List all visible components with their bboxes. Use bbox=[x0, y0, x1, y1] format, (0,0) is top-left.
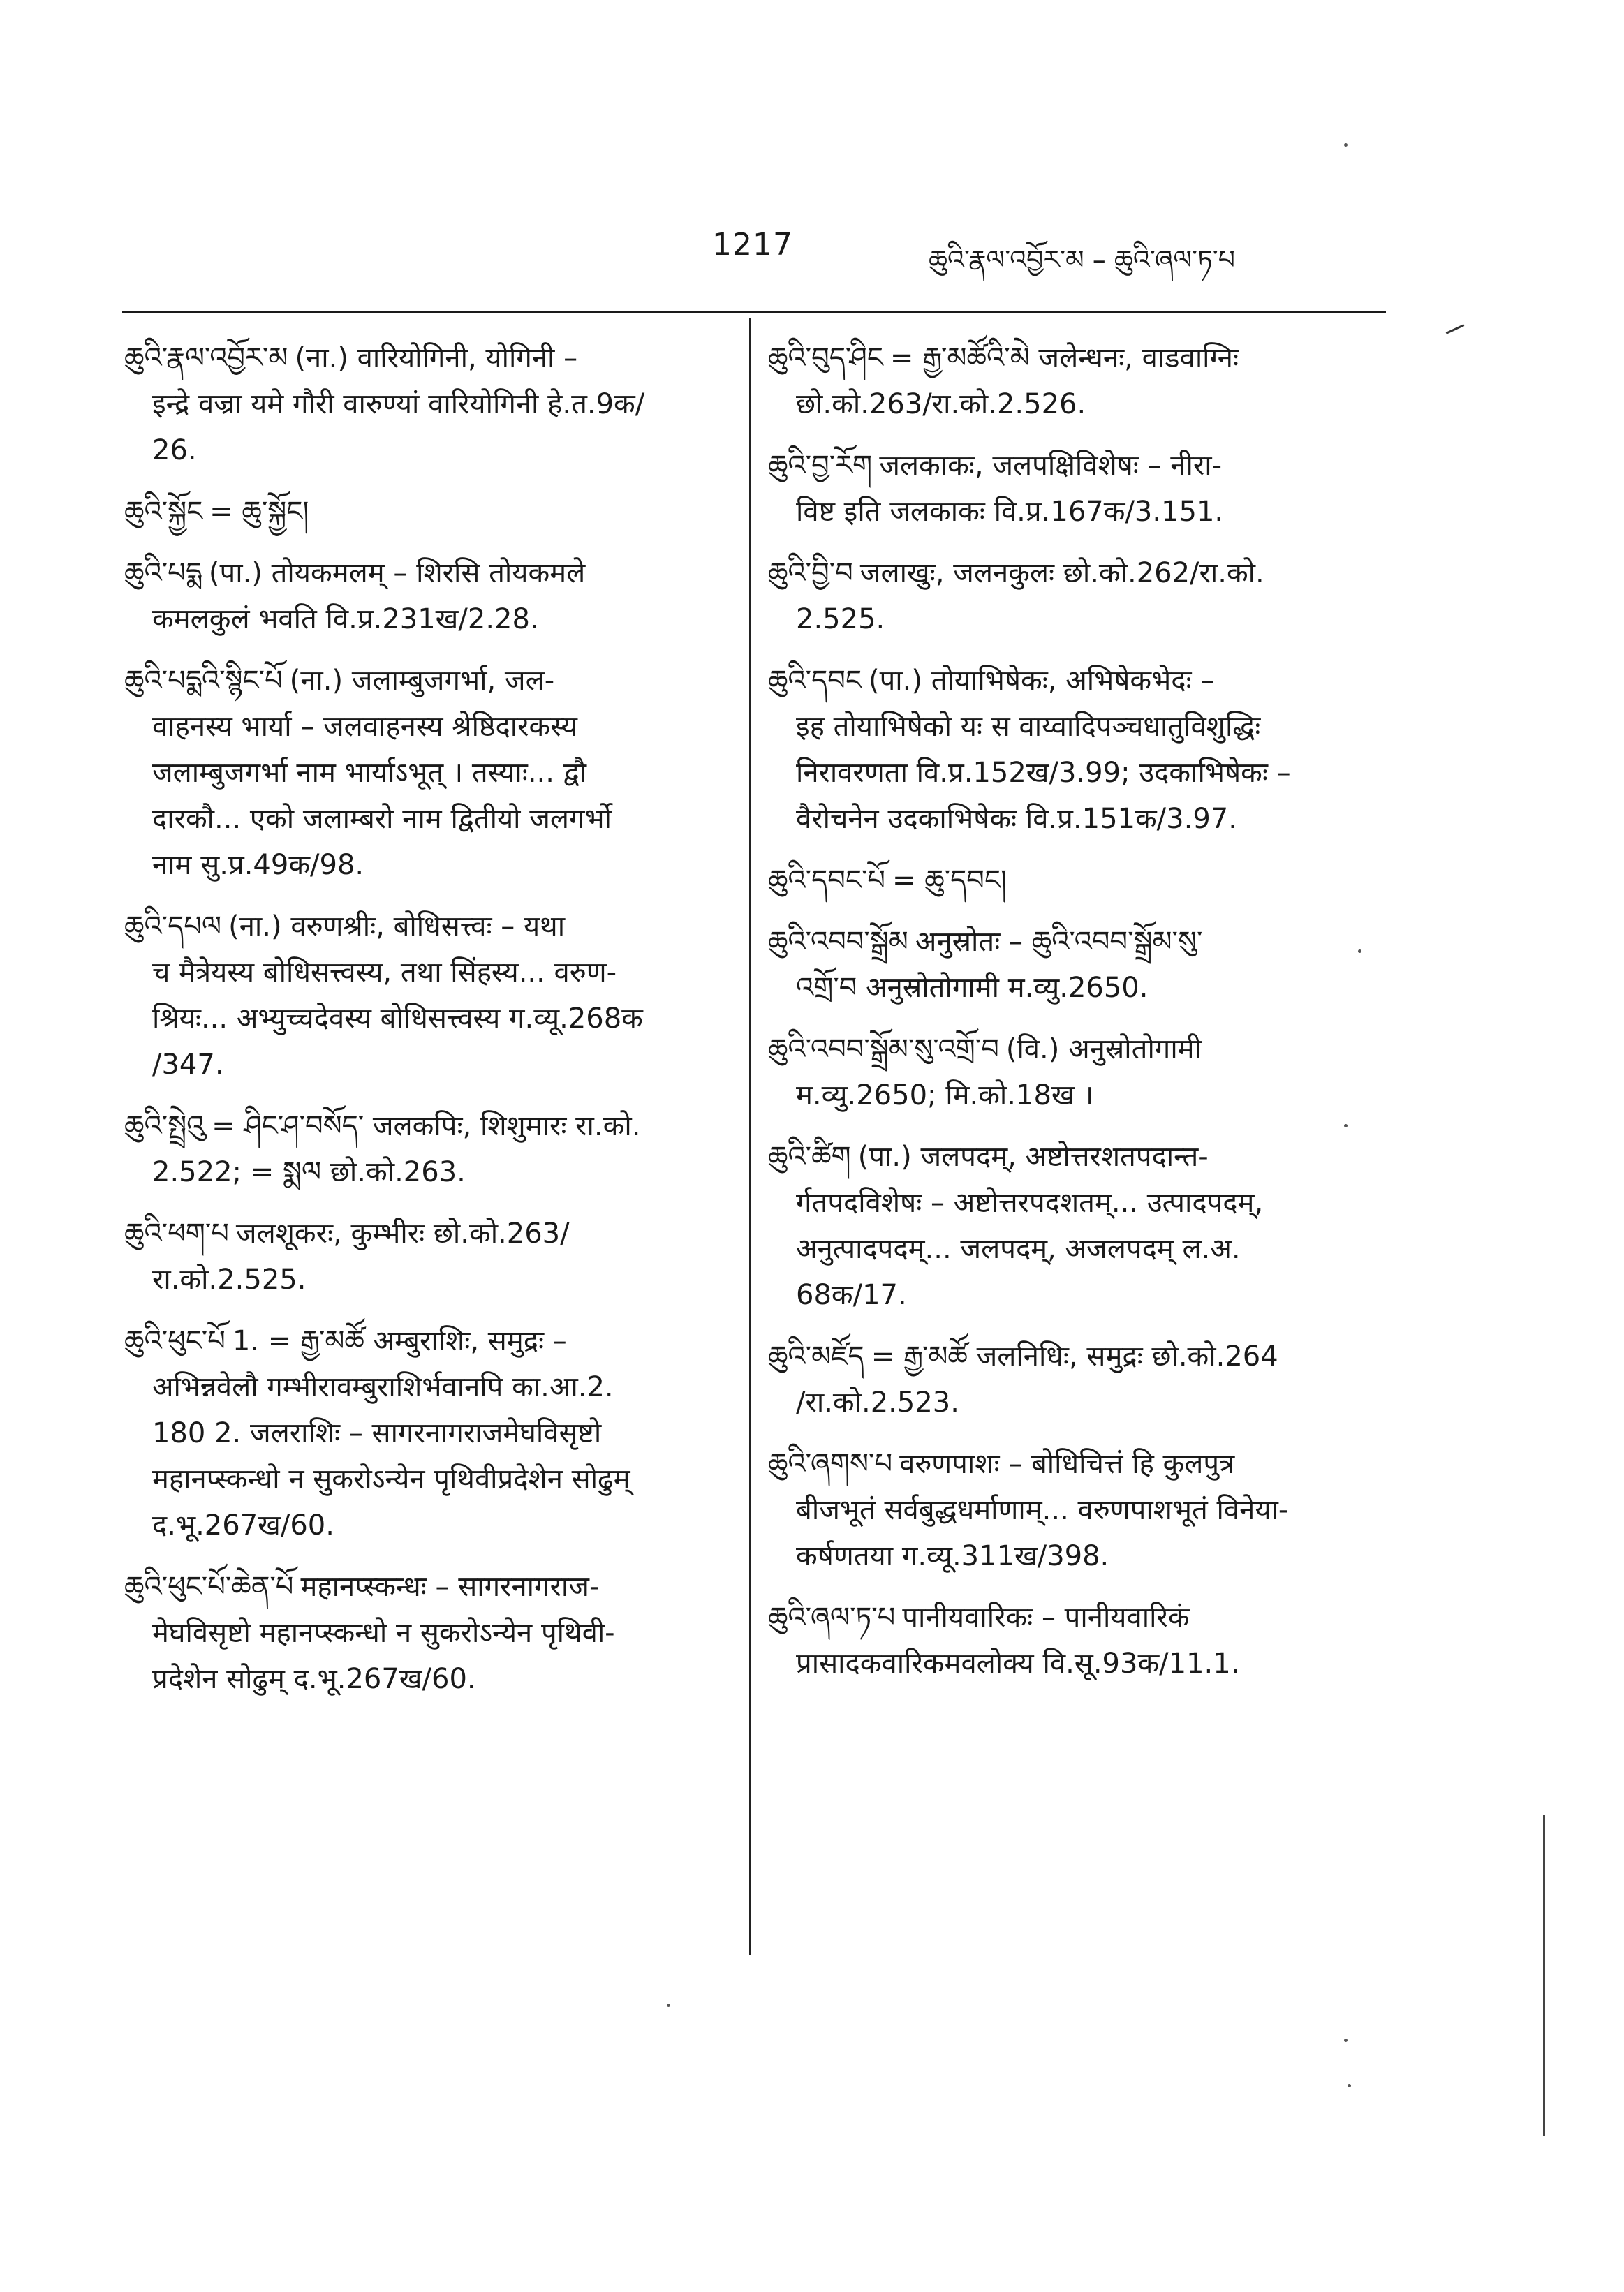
entry-definition: वरुणपाशः – बोधिचित्तं हि कुलपुत्र bbox=[899, 1448, 1235, 1480]
entry-first-line bbox=[124, 658, 725, 704]
speck bbox=[1348, 2084, 1351, 2087]
entry-definition: (ना.) वारियोगिनी, योगिनी – bbox=[295, 342, 578, 374]
entry-first-line bbox=[768, 919, 1382, 965]
entry-definition: (पा.) तोयाभिषेकः, अभिषेकभेदः – bbox=[868, 665, 1215, 697]
entry-continuation-line: र्गतपदविशेषः – अष्टोत्तरपदशतम्... उत्पादपदम्, bbox=[796, 1187, 1264, 1219]
entry-definition: = ཆུ་དབང། bbox=[892, 864, 1007, 896]
entry-first-line bbox=[124, 335, 725, 381]
dictionary-entry bbox=[768, 1441, 1382, 1579]
entry-continuation-line: रा.को.2.525. bbox=[152, 1264, 307, 1296]
entry-first-line bbox=[124, 1103, 725, 1149]
left-column bbox=[124, 335, 725, 1717]
entry-headword: ཆུའི་ཞགས་པ bbox=[768, 1448, 893, 1480]
dictionary-entry bbox=[768, 919, 1382, 1011]
page-number: 1217 bbox=[712, 227, 793, 263]
entry-first-line bbox=[768, 1595, 1382, 1641]
entry-first-line bbox=[768, 857, 1382, 903]
entry-continuation-line: འགྲོ་བ अनुस्रोतोगामी म.व्यु.2650. bbox=[796, 972, 1149, 1004]
entry-first-line bbox=[768, 1134, 1382, 1180]
entry-definition: (वि.) अनुस्रोतोगामी bbox=[1005, 1033, 1202, 1065]
entry-first-line bbox=[768, 550, 1382, 596]
dictionary-entry bbox=[124, 1211, 725, 1303]
dictionary-entry bbox=[768, 857, 1382, 903]
entry-first-line bbox=[768, 1441, 1382, 1487]
entry-first-line bbox=[768, 443, 1382, 489]
entry-headword: ཆུའི་ཚིག bbox=[768, 1141, 851, 1173]
entry-continuation-line: म.व्यु.2650; मि.को.18ख । bbox=[796, 1079, 1094, 1111]
dictionary-entry bbox=[124, 658, 725, 888]
entry-first-line bbox=[124, 1564, 725, 1610]
header-rule bbox=[122, 311, 1386, 313]
entry-headword: ཆུའི་ཕག་པ bbox=[124, 1218, 229, 1250]
speck bbox=[667, 2004, 670, 2007]
entry-first-line bbox=[124, 550, 725, 596]
entry-headword: ཆུའི་བྱི་བ bbox=[768, 557, 853, 589]
dictionary-entry bbox=[124, 550, 725, 642]
entry-definition: (पा.) जलपदम्, अष्टोत्तरशतपदान्त- bbox=[857, 1141, 1209, 1173]
entry-first-line bbox=[124, 1318, 725, 1364]
entry-continuation-line: प्रासादकवारिकमवलोक्य वि.सू.93क/11.1. bbox=[796, 1648, 1240, 1680]
entry-definition: अनुस्रोतः – ཆུའི་འབབ་སྒྲོམ་སུ་ bbox=[915, 926, 1203, 958]
dictionary-entry bbox=[768, 1026, 1382, 1118]
speck bbox=[1344, 143, 1348, 147]
dictionary-entry bbox=[124, 1318, 725, 1548]
entry-continuation-line: कमलकुलं भवति वि.प्र.231ख/2.28. bbox=[152, 603, 539, 635]
entry-headword: ཆུའི་བྱ་རོག bbox=[768, 450, 873, 482]
entry-continuation-line: 2.522; = སྨལ छो.को.263. bbox=[152, 1156, 466, 1188]
entry-continuation-line: अभिन्नवेलौ गम्भीरावम्बुराशिर्भवानपि का.आ.2. bbox=[152, 1371, 614, 1403]
entry-headword: ཆུའི་པདྨའི་སྙིང་པོ bbox=[124, 665, 283, 697]
entry-continuation-line: वैरोचनेन उदकाभिषेकः वि.प्र.151क/3.97. bbox=[796, 803, 1237, 835]
entry-headword: ཆུའི་འབབ་སྒྲོམ་སུ་འགྲོ་བ bbox=[768, 1033, 999, 1065]
margin-tick-mark bbox=[1446, 324, 1465, 334]
speck bbox=[1344, 2039, 1348, 2042]
entry-continuation-line: वाहनस्य भार्या – जलवाहनस्य श्रेष्ठिदारकस्य bbox=[152, 711, 577, 743]
entry-headword: ཆུའི་ཞལ་ཏ་པ bbox=[768, 1602, 896, 1634]
entry-continuation-line: जलाम्बुजगर्भा नाम भार्याऽभूत् । तस्याः... द्वौ bbox=[152, 757, 587, 789]
entry-definition: जलाखुः, जलनकुलः छो.को.262/रा.को. bbox=[859, 557, 1264, 589]
entry-first-line bbox=[768, 335, 1382, 381]
entry-definition: (पा.) तोयकमलम् – शिरसि तोयकमले bbox=[208, 557, 586, 589]
entry-headword: ཆུའི་སྐྱོང bbox=[124, 496, 203, 528]
entry-first-line bbox=[124, 489, 725, 535]
entry-definition: (ना.) जलाम्बुजगर्भा, जल- bbox=[289, 665, 555, 697]
entry-continuation-line: 68क/17. bbox=[796, 1279, 907, 1311]
entry-continuation-line: द.भू.267ख/60. bbox=[152, 1509, 334, 1541]
entry-continuation-line: नाम सु.प्र.49क/98. bbox=[152, 849, 364, 881]
entry-definition: = རྒྱ་མཚོའི་མེ जलेन्धनः, वाडवाग्निः bbox=[889, 342, 1239, 374]
entry-continuation-line: 180 2. जलराशिः – सागरनागराजमेघविसृष्टो bbox=[152, 1417, 602, 1449]
entry-headword: ཆུའི་མཛོད bbox=[768, 1340, 864, 1373]
entry-continuation-line: निरावरणता वि.प्र.152ख/3.99; उदकाभिषेकः – bbox=[796, 757, 1291, 789]
entry-definition: पानीयवारिकः – पानीयवारिकं bbox=[902, 1602, 1190, 1634]
entry-definition: (ना.) वरुणश्रीः, बोधिसत्त्वः – यथा bbox=[228, 910, 566, 942]
margin-line bbox=[1543, 1815, 1545, 2136]
entry-continuation-line: दारकौ... एको जलाम्बरो नाम द्वितीयो जलगर्भो bbox=[152, 803, 612, 835]
entry-continuation-line: मेघविसृष्टो महानप्स्कन्धो न सुकरोऽन्येन पृथिवी- bbox=[152, 1617, 615, 1649]
entry-continuation-line: अनुत्पादपदम्... जलपदम्, अजलपदम् ल.अ. bbox=[796, 1233, 1241, 1265]
entry-continuation-line: विष्ट इति जलकाकः वि.प्र.167क/3.151. bbox=[796, 496, 1224, 528]
entry-definition: जलकाकः, जलपक्षिविशेषः – नीरा- bbox=[879, 450, 1223, 482]
right-column bbox=[768, 335, 1382, 1702]
entry-continuation-line: महानप्स्कन्धो न सुकरोऽन्येन पृथिवीप्रदेशेन सोढुम् bbox=[152, 1463, 630, 1495]
dictionary-entry bbox=[124, 335, 725, 473]
entry-headword: ཆུའི་ཕུང་པོ་ཆེན་པོ bbox=[124, 1571, 294, 1603]
entry-continuation-line: इन्द्रे वज्रा यमे गौरी वारुण्यां वारियोगिनी हे.त.9क/ bbox=[152, 388, 645, 420]
entry-headword: ཆུའི་དཔལ bbox=[124, 910, 222, 942]
dictionary-entry bbox=[124, 903, 725, 1088]
entry-definition: जलशूकरः, कुम्भीरः छो.को.263/ bbox=[235, 1218, 570, 1250]
entry-headword: ཆུའི་སྤྲེའུ bbox=[124, 1110, 205, 1142]
dictionary-entry bbox=[768, 443, 1382, 535]
entry-definition: = རྒྱ་མཚོ जलनिधिः, समुद्रः छो.को.264 bbox=[871, 1340, 1278, 1373]
column-divider bbox=[749, 318, 751, 1955]
entry-first-line bbox=[768, 658, 1382, 704]
entry-continuation-line: इह तोयाभिषेको यः स वाय्वादिपञ्चधातुविशुद्धिः bbox=[796, 711, 1261, 743]
dictionary-entry bbox=[124, 1564, 725, 1702]
entry-first-line bbox=[124, 1211, 725, 1257]
entry-continuation-line: /रा.को.2.523. bbox=[796, 1387, 959, 1419]
dictionary-entry bbox=[124, 1103, 725, 1195]
entry-continuation-line: प्रदेशेन सोढुम् द.भू.267ख/60. bbox=[152, 1663, 476, 1695]
dictionary-entry bbox=[768, 658, 1382, 842]
dictionary-entry bbox=[768, 335, 1382, 427]
entry-definition: = ཤིང་ཤ་བསོད་ जलकपिः, शिशुमारः रा.को. bbox=[212, 1110, 641, 1142]
entry-first-line bbox=[768, 1333, 1382, 1380]
entry-continuation-line: छो.को.263/रा.को.2.526. bbox=[796, 388, 1086, 420]
entry-headword: ཆུའི་རྣལ་འབྱོར་མ bbox=[124, 342, 288, 374]
entry-continuation-line: 2.525. bbox=[796, 603, 885, 635]
entry-continuation-line: श्रियः... अभ्युच्चदेवस्य बोधिसत्त्वस्य ग.व्यू.268क bbox=[152, 1003, 643, 1035]
entry-continuation-line: च मैत्रेयस्य बोधिसत्त्वस्य, तथा सिंहस्य... वरुण- bbox=[152, 956, 617, 989]
entry-continuation-line: /347. bbox=[152, 1049, 224, 1081]
entry-headword: ཆུའི་འབབ་སྒྲོམ bbox=[768, 926, 908, 958]
entry-headword: ཆུའི་པདྨ bbox=[124, 557, 202, 589]
dictionary-entry bbox=[768, 1134, 1382, 1318]
entry-definition: = ཆུ་སྐྱོང། bbox=[209, 496, 309, 528]
entry-headword: ཆུའི་ཕུང་པོ bbox=[124, 1325, 226, 1357]
entry-continuation-line: कर्षणतया ग.व्यू.311ख/398. bbox=[796, 1540, 1109, 1572]
entry-headword: ཆུའི་དབང bbox=[768, 665, 862, 697]
entry-headword: ཆུའི་བུད་ཤིང bbox=[768, 342, 883, 374]
entry-continuation-line: बीजभूतं सर्वबुद्धधर्माणाम्... वरुणपाशभूतं विनेया- bbox=[796, 1494, 1289, 1526]
entry-headword: ཆུའི་དབང་པོ bbox=[768, 864, 885, 896]
dictionary-entry bbox=[768, 550, 1382, 642]
entry-first-line bbox=[768, 1026, 1382, 1072]
dictionary-entry bbox=[768, 1595, 1382, 1687]
running-head: ཆུའི་རྣལ་འབྱོར་མ – ཆུའི་ཞལ་ཏ་པ bbox=[929, 244, 1236, 275]
dictionary-entry bbox=[124, 489, 725, 535]
entry-continuation-line: 26. bbox=[152, 434, 197, 466]
entry-first-line bbox=[124, 903, 725, 949]
dictionary-entry bbox=[768, 1333, 1382, 1426]
entry-definition: 1. = རྒྱ་མཚོ अम्बुराशिः, समुद्रः – bbox=[232, 1325, 567, 1357]
entry-definition: महानप्स्कन्धः – सागरनागराज- bbox=[300, 1571, 600, 1603]
